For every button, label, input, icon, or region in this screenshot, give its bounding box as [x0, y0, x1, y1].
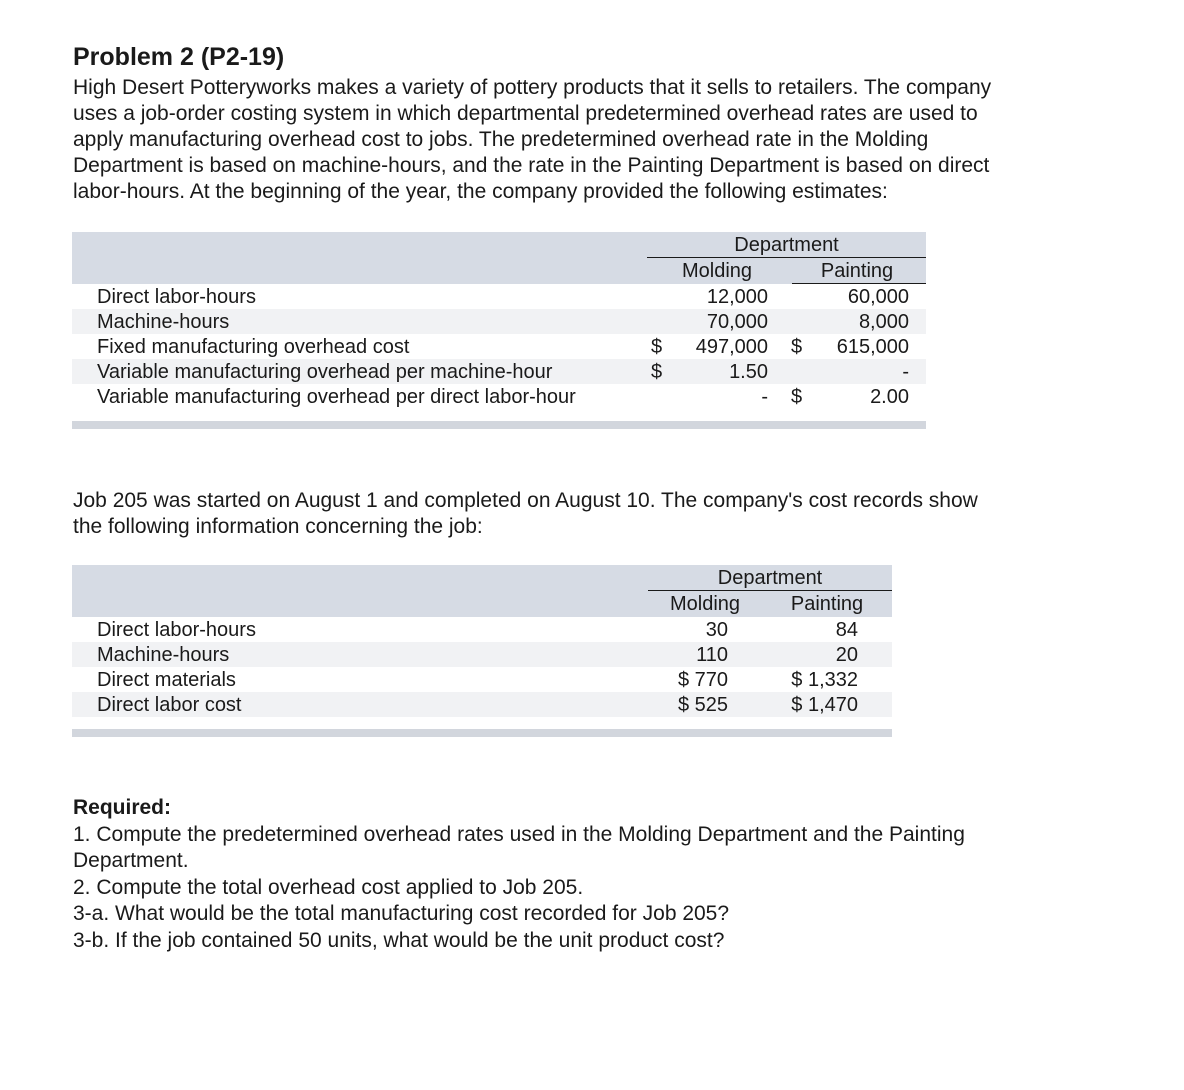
intro-line: Department is based on machine-hours, and the rate in the Painting Department is based on direct: [73, 154, 990, 177]
column-header-molding: Molding: [681, 260, 753, 282]
painting-value: 2.00: [870, 386, 909, 408]
required-item: 2. Compute the total overhead cost applied to Job 205.: [73, 875, 584, 899]
required-item: 1. Compute the predetermined overhead rates used in the Molding Department and the Painting: [73, 822, 965, 846]
painting-value: 8,000: [858, 311, 909, 333]
required-item: 3-b. If the job contained 50 units, what would be the unit product cost?: [73, 928, 725, 952]
required-item: 3-a. What would be the total manufacturing cost recorded for Job 205?: [73, 902, 730, 925]
row-label: Direct materials: [97, 669, 236, 691]
job-intro-paragraph: [73, 488, 1123, 540]
job-intro-line: the following information concerning the job:: [73, 515, 483, 538]
table-bottom-bar: [72, 421, 926, 429]
painting-value: 615,000: [836, 336, 909, 358]
problem-title: Problem 2 (P2-19): [73, 43, 285, 71]
painting-value: 60,000: [847, 286, 909, 308]
required-item: Department.: [73, 849, 189, 872]
job-table: [72, 565, 892, 740]
molding-dollar-sign: $: [651, 336, 663, 358]
required-section: [73, 795, 965, 954]
molding-value: 12,000: [706, 286, 768, 308]
column-header-molding: Molding: [669, 593, 741, 615]
molding-value: -: [761, 386, 768, 408]
required-heading: Required:: [73, 796, 172, 819]
column-header-painting: Painting: [790, 593, 864, 615]
row-label: Direct labor-hours: [97, 619, 256, 641]
painting-underline: [792, 283, 926, 284]
painting-value: $ 1,332: [791, 669, 858, 691]
department-header: Department: [717, 567, 823, 589]
molding-dollar-sign: $: [651, 361, 663, 383]
painting-dollar-sign: $: [791, 386, 803, 408]
row-label: Variable manufacturing overhead per direct labor-hour: [97, 386, 576, 408]
department-underline: [647, 257, 926, 258]
row-label: Variable manufacturing overhead per machine-hour: [97, 361, 553, 383]
painting-value: $ 1,470: [791, 694, 858, 716]
molding-value: 497,000: [695, 336, 768, 358]
row-label: Direct labor cost: [97, 694, 242, 716]
molding-value: 110: [696, 644, 728, 666]
intro-line: uses a job-order costing system in which departmental predetermined overhead rates are used to: [73, 102, 978, 125]
column-header-painting: Painting: [820, 260, 894, 282]
row-label: Machine-hours: [97, 311, 230, 333]
molding-value: $ 525: [677, 694, 728, 716]
table-bottom-bar: [72, 729, 892, 737]
intro-line: apply manufacturing overhead cost to jobs. The predetermined overhead rate in the Molding: [73, 128, 929, 151]
molding-value: $ 770: [677, 669, 728, 691]
painting-value: 84: [835, 619, 858, 641]
molding-value: 1.50: [729, 361, 768, 383]
painting-dollar-sign: $: [791, 336, 803, 358]
estimates-table: [72, 232, 926, 430]
painting-value: -: [902, 361, 909, 383]
painting-value: 20: [835, 644, 858, 666]
row-label: Machine-hours: [97, 644, 230, 666]
molding-value: 30: [705, 619, 728, 641]
job-intro-line: Job 205 was started on August 1 and completed on August 10. The company's cost records show: [73, 489, 978, 512]
department-underline: [648, 590, 892, 591]
row-label: Fixed manufacturing overhead cost: [97, 336, 410, 358]
row-label: Direct labor-hours: [97, 286, 256, 308]
department-header: Department: [734, 234, 839, 256]
intro-line: labor-hours. At the beginning of the year, the company provided the following estimates:: [73, 180, 888, 203]
intro-paragraph: [73, 75, 1123, 205]
molding-value: 70,000: [706, 311, 768, 333]
header-band: [72, 591, 892, 617]
intro-line: High Desert Potteryworks makes a variety of pottery products that it sells to retailers. The company: [73, 76, 992, 99]
